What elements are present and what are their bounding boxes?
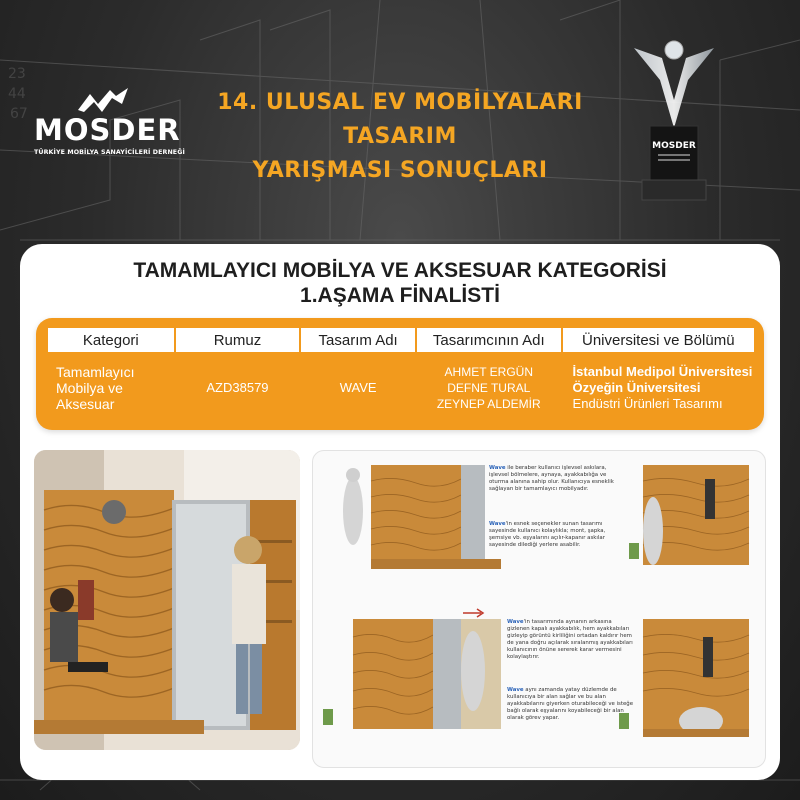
finalist-table bbox=[36, 318, 764, 430]
category-title: TAMAMLAYICI MOBİLYA VE AKSESUAR KATEGORİSİ bbox=[133, 259, 667, 282]
card-title bbox=[20, 258, 780, 308]
cell-code: AZD38579 bbox=[206, 380, 269, 395]
logo-wave-icon bbox=[76, 86, 132, 114]
header-category: Kategori bbox=[48, 328, 174, 352]
note-1: Wave ile beraber kullanıcı işlevsel askılara, işlevsel bölmelere, aynaya, ayakkabılığa ve oturma alanına sahip olur. Kullanıcıya esneklik sağlayan bir tamamlayıcı mobilyadır. bbox=[489, 465, 614, 492]
svg-text:44: 44 bbox=[8, 86, 26, 102]
headline-line2: YARIŞMASI SONUÇLARI bbox=[252, 158, 548, 183]
headline-line1: 14. ULUSAL EV MOBİLYALARI TASARIM bbox=[217, 90, 583, 149]
logo-subtitle: TÜRKİYE MOBİLYA SANAYİCİLERİ DERNEĞİ bbox=[34, 149, 185, 156]
table-header bbox=[48, 328, 754, 352]
header-code: Rumuz bbox=[176, 328, 300, 352]
cell-designers: AHMET ERGÜN DEFNE TURAL ZEYNEP ALDEMİR bbox=[436, 365, 541, 411]
stage-title: 1.AŞAMA FİNALİSTİ bbox=[300, 284, 500, 307]
note-3: Wave'in tasarımında aynanın arkasına gizlenen kapalı ayakkabılık, hem ayakkabıları gizleyip görüntü kirliliğini ortadan kaldırır hem de yana doğru açılarak sıralanmış ayakkabıları kullanıcının önüne sererek karar vermesini kolaylaştırır. bbox=[507, 619, 633, 660]
trophy-label: MOSDER bbox=[652, 141, 696, 151]
header-university: Üniversitesi ve Bölümü bbox=[563, 328, 754, 352]
cell-design-name: WAVE bbox=[339, 380, 377, 395]
headline bbox=[180, 86, 620, 188]
usage-diagram bbox=[312, 450, 766, 768]
svg-text:23: 23 bbox=[8, 66, 26, 82]
results-card bbox=[20, 244, 780, 780]
header-design-name: Tasarım Adı bbox=[301, 328, 415, 352]
cell-university: İstanbul Medipol Üniversitesi Özyeğin Üniversitesi Endüstri Ürünleri Tasarımı bbox=[572, 364, 753, 411]
table-row bbox=[48, 356, 754, 420]
trophy-image bbox=[628, 38, 718, 208]
svg-text:67: 67 bbox=[10, 106, 28, 122]
note-2: Wave'in esnek seçenekler sunan tasarımı sayesinde kullanıcı kolaylıkla; mont, şapka, şemsiye vb. eşyalarını açılır-kapanır askılar sayesinde dilediği yerlere asabilir. bbox=[489, 521, 606, 548]
mosder-logo bbox=[34, 86, 185, 156]
note-4: Wave aynı zamanda yatay düzlemde de kullanıcıya bir alan sağlar ve bu alan ayakkabılarını giyerken oturabileceği ve isteğe bağlı olarak eşyalarını koyabileceği bir alan olarak görev yapar. bbox=[507, 687, 634, 721]
product-photo bbox=[34, 450, 300, 750]
header-designers: Tasarımcının Adı bbox=[417, 328, 561, 352]
logo-name: MOSDER bbox=[34, 113, 181, 147]
cell-category: Tamamlayıcı Mobilya ve Aksesuar bbox=[56, 364, 135, 412]
